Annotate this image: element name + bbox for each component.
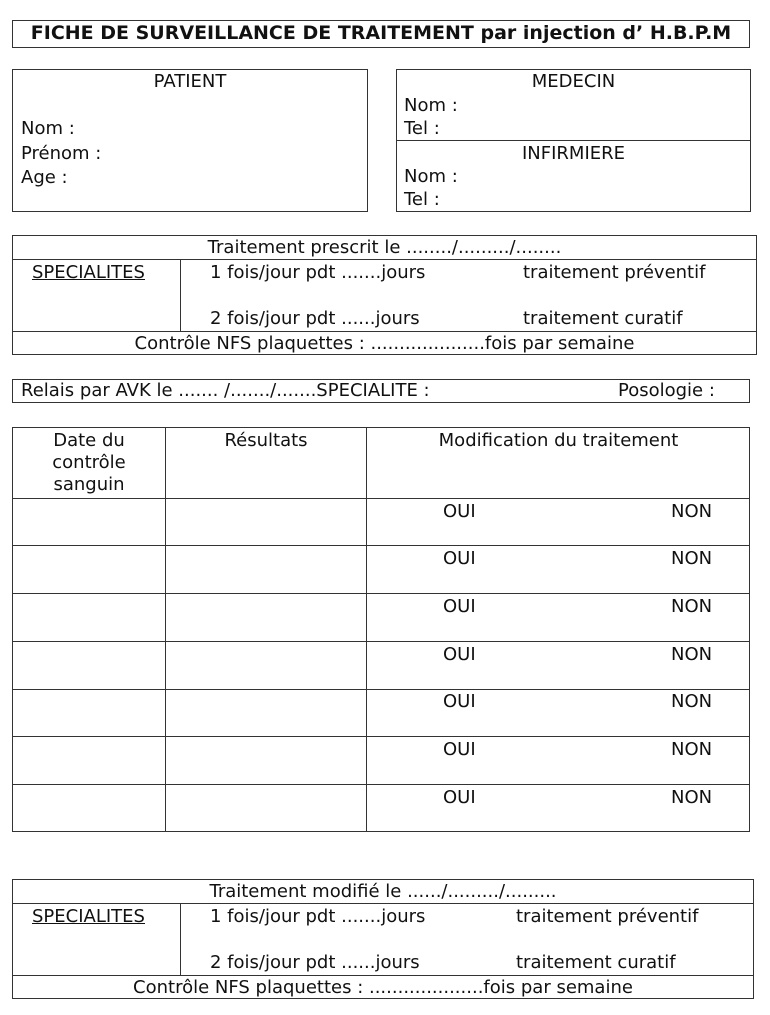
prescription-type-preventif[interactable]: traitement préventif <box>523 262 706 283</box>
divider <box>12 903 754 904</box>
modification-dose-1[interactable]: 1 fois/jour pdt .......jours <box>210 906 426 927</box>
prescription-controle[interactable]: Contrôle NFS plaquettes : ....................fois par semaine <box>134 333 635 354</box>
modification-header[interactable]: Traitement modifié le ....../........./......... <box>209 881 557 902</box>
relais-text[interactable]: Relais par AVK le ....... /......./.......SPECIALITE : <box>21 380 430 401</box>
prescription-specialites-label: SPECIALITES <box>32 262 145 283</box>
non-option[interactable]: NON <box>671 548 713 569</box>
patient-header: PATIENT <box>153 71 227 92</box>
modification-dose-2[interactable]: 2 fois/jour pdt ......jours <box>210 952 420 973</box>
medecin-header: MEDECIN <box>531 71 616 92</box>
table-row-divider <box>12 593 750 594</box>
non-option[interactable]: NON <box>671 691 713 712</box>
divider <box>180 903 181 975</box>
table-row-divider <box>12 689 750 690</box>
patient-age-field[interactable]: Age : <box>21 167 68 188</box>
modification-type-curatif[interactable]: traitement curatif <box>516 952 676 973</box>
column-header-resultats: Résultats <box>224 430 308 451</box>
divider <box>12 331 757 332</box>
oui-option[interactable]: OUI <box>443 501 476 522</box>
column-header-date: Date du contrôle sanguin <box>52 430 126 495</box>
table-row-divider <box>12 498 750 499</box>
column-header-modification: Modification du traitement <box>438 430 679 451</box>
divider <box>12 259 757 260</box>
medecin-nom-field[interactable]: Nom : <box>404 95 458 116</box>
oui-option[interactable]: OUI <box>443 548 476 569</box>
oui-option[interactable]: OUI <box>443 596 476 617</box>
modification-specialites-label: SPECIALITES <box>32 906 145 927</box>
medecin-tel-field[interactable]: Tel : <box>404 118 440 139</box>
modification-controle[interactable]: Contrôle NFS plaquettes : ....................fois par semaine <box>133 977 633 998</box>
prescription-dose-2[interactable]: 2 fois/jour pdt ......jours <box>210 308 420 329</box>
non-option[interactable]: NON <box>671 739 713 760</box>
relais-posologie[interactable]: Posologie : <box>618 380 715 401</box>
non-option[interactable]: NON <box>671 596 713 617</box>
patient-prenom-field[interactable]: Prénom : <box>21 143 102 164</box>
oui-option[interactable]: OUI <box>443 787 476 808</box>
non-option[interactable]: NON <box>671 787 713 808</box>
prescription-header[interactable]: Traitement prescrit le ......../........./........ <box>207 237 562 258</box>
non-option[interactable]: NON <box>671 644 713 665</box>
oui-option[interactable]: OUI <box>443 739 476 760</box>
divider <box>366 427 367 832</box>
infirmiere-nom-field[interactable]: Nom : <box>404 166 458 187</box>
table-row-divider <box>12 641 750 642</box>
oui-option[interactable]: OUI <box>443 691 476 712</box>
table-row-divider <box>12 545 750 546</box>
divider <box>165 427 166 832</box>
divider <box>396 140 751 141</box>
modification-type-preventif[interactable]: traitement préventif <box>516 906 699 927</box>
divider <box>180 259 181 331</box>
patient-nom-field[interactable]: Nom : <box>21 118 75 139</box>
table-row-divider <box>12 784 750 785</box>
page-title: FICHE DE SURVEILLANCE DE TRAITEMENT par injection d’ H.B.P.M <box>30 22 732 44</box>
divider <box>12 975 754 976</box>
prescription-dose-1[interactable]: 1 fois/jour pdt .......jours <box>210 262 426 283</box>
table-row-divider <box>12 736 750 737</box>
infirmiere-header: INFIRMIERE <box>521 143 626 164</box>
non-option[interactable]: NON <box>671 501 713 522</box>
infirmiere-tel-field[interactable]: Tel : <box>404 189 440 210</box>
prescription-type-curatif[interactable]: traitement curatif <box>523 308 683 329</box>
oui-option[interactable]: OUI <box>443 644 476 665</box>
